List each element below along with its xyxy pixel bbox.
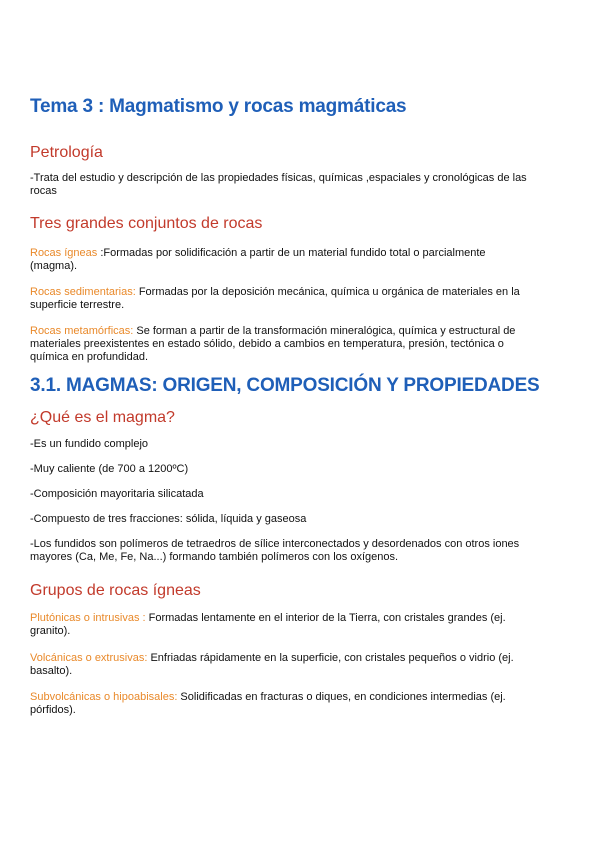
heading-conjuntos: Tres grandes conjuntos de rocas [30, 215, 263, 232]
desc-rocas-igneas: :Formadas por solidificación a partir de un material fundido total o parcialmente (magma). [30, 247, 486, 272]
document-title: Tema 3 : Magmatismo y rocas magmáticas [30, 96, 407, 117]
desc-rocas-sedimentarias: Formadas por la deposición mecánica, química u orgánica de materiales en la superficie terrestre. [30, 286, 520, 311]
magma-item: -Composición mayoritaria silicatada [30, 488, 204, 500]
desc-subvolcanicas: Solidificadas en fracturas o diques, en condiciones intermedias (ej. pórfidos). [30, 691, 506, 716]
paragraph-plutonicas [30, 612, 535, 638]
magma-item: -Compuesto de tres fracciones: sólida, líquida y gaseosa [30, 513, 307, 525]
paragraph-rocas-sedimentarias [30, 286, 535, 312]
paragraph-rocas-metamorficas [30, 325, 535, 364]
paragraph-petrologia: -Trata del estudio y descripción de las propiedades físicas, químicas ,espaciales y cronológicas de las rocas [30, 172, 527, 197]
term-rocas-metamorficas: Rocas metamórficas: [30, 325, 134, 337]
heading-petrologia: Petrología [30, 144, 103, 161]
term-plutonicas: Plutónicas o intrusivas : [30, 612, 146, 624]
magma-item: -Es un fundido complejo [30, 438, 149, 450]
paragraph-subvolcanicas [30, 691, 535, 717]
magma-item: -Los fundidos son polímeros de tetraedros de sílice interconectados y desordenados con otros iones mayores (Ca, Me, Fe, Na...) formando también polímeros con los oxígenos. [30, 538, 520, 563]
desc-volcanicas: Enfriadas rápidamente en la superficie, con cristales pequeños o vidrio (ej. basalto). [30, 652, 514, 677]
term-volcanicas: Volcánicas o extrusivas: [30, 652, 148, 664]
heading-que-es-magma: ¿Qué es el magma? [30, 409, 175, 426]
desc-rocas-metamorficas: Se forman a partir de la transformación mineralógica, química y estructural de materiales preexistentes en estado sólido, debido a cambios en temperatura, presión, tectónica o química en profundidad. [30, 325, 516, 363]
magma-item: -Muy caliente (de 700 a 1200ºC) [30, 463, 189, 475]
section-title-magmas: 3.1. MAGMAS: ORIGEN, COMPOSICIÓN Y PROPIEDADES [30, 375, 540, 396]
desc-plutonicas: Formadas lentamente en el interior de la Tierra, con cristales grandes (ej. granito). [30, 612, 506, 637]
term-rocas-igneas: Rocas ígneas [30, 247, 98, 259]
term-subvolcanicas: Subvolcánicas o hipoabisales: [30, 691, 178, 703]
paragraph-rocas-igneas [30, 247, 535, 273]
paragraph-volcanicas [30, 652, 535, 678]
heading-grupos: Grupos de rocas ígneas [30, 582, 201, 599]
term-rocas-sedimentarias: Rocas sedimentarias: [30, 286, 136, 298]
